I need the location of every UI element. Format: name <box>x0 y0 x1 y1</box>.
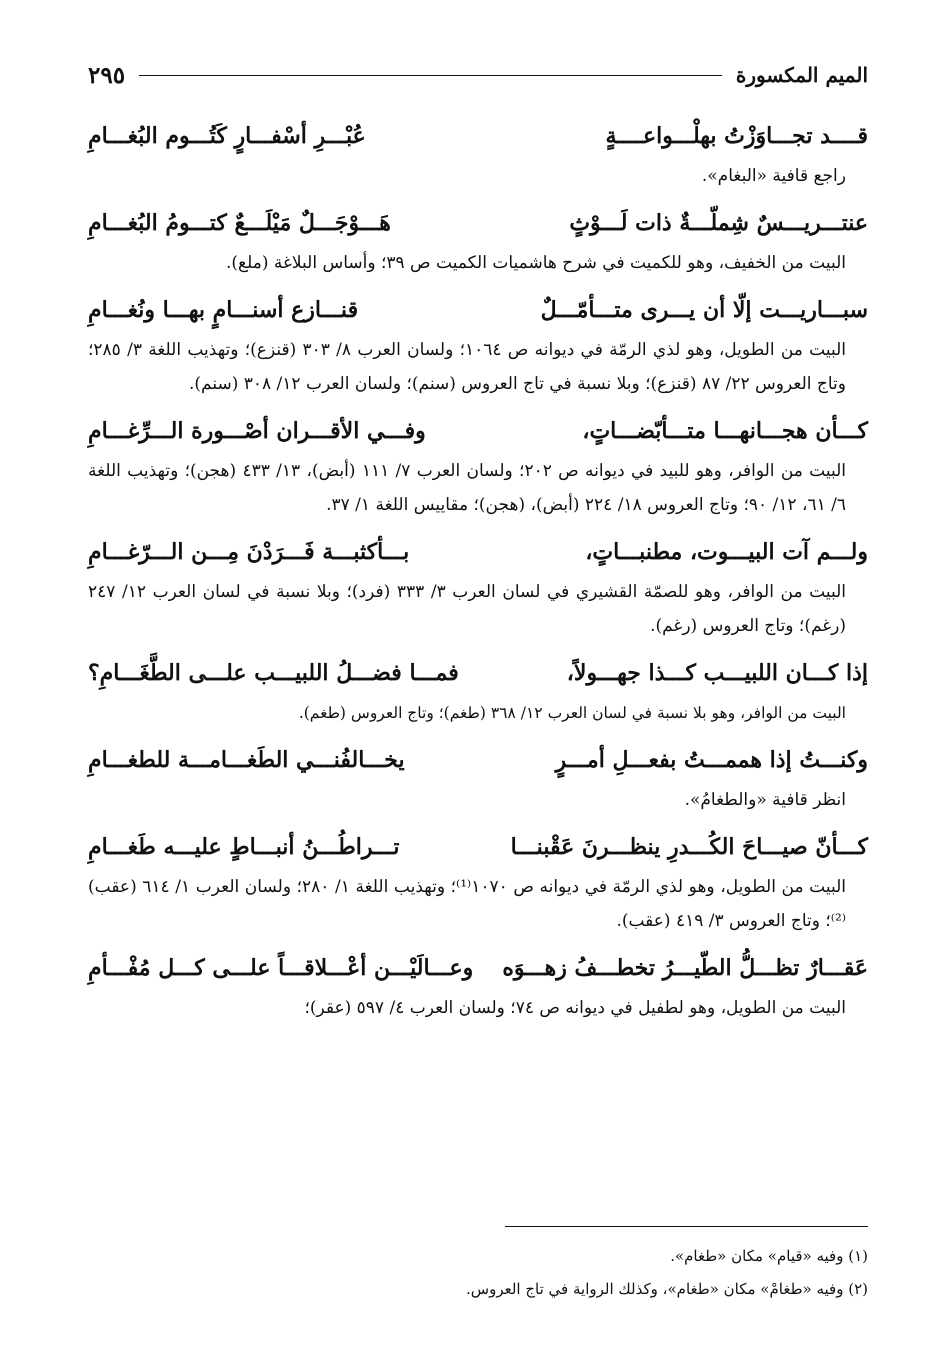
verse-line <box>88 946 868 991</box>
verse-second-hemistich: وعـــالَيْـــن أعْـــلاقـــاً علـــى كـــل مُفْـــأمِ <box>88 955 474 981</box>
verse-line <box>88 288 868 333</box>
verse-second-hemistich: يخـــالفُنـــي الطَغـــامـــة للطغـــامِ <box>88 747 405 773</box>
verse-source-note: البيت من الطويل، وهو لذي الرمّة في ديوانه ص ١٠٦٤؛ ولسان العرب ٨/ ٣٠٣ (قنزع)؛ وتهذيب اللغة ٣/ ٢٨٥؛ وتاج العروس ٢٢/ ٨٧ (قنزع)؛ وبلا نسبة في تاج العروس (سنم)؛ ولسان العرب ١٢/ ٣٠٨ (سنم). <box>88 340 846 394</box>
verse-first-hemistich: عَقـــارٌ تظـــلُّ الطّيـــرُ تخطـــفُ زهـــوَه <box>502 955 868 981</box>
verse-source-note: البيت من الوافر، وهو للصمّة القشيري في لسان العرب ٣/ ٣٣٣ (فرد)؛ وبلا نسبة في لسان العرب ١٢/ ٢٤٧ (رغم)؛ وتاج العروس (رغم). <box>88 582 846 636</box>
verse-source-note: انظر قافية «والطغامُ». <box>684 790 846 810</box>
footnote: (٢) وفيه «طغامْ» مكان «طغام»، وكذلك الرواية في تاج العروس. <box>466 1280 868 1298</box>
page-body <box>88 114 868 1033</box>
verse-line <box>88 738 868 783</box>
verse-second-hemistich: وفـــي الأقـــران أصْـــورة الـــرِّغـــامِ <box>88 418 426 444</box>
verse-source-note: البيت من الطويل، وهو لطفيل في ديوانه ص ٧٤؛ ولسان العرب ٤/ ٥٩٧ (عقر)؛ <box>304 998 846 1018</box>
verse-first-hemistich: سبـــاريـــت إلّا أن يـــرى متـــأمّـــلٌ <box>540 297 868 323</box>
verse-line <box>88 530 868 575</box>
footnote: (١) وفيه «قيام» مكان «طغام». <box>670 1247 868 1265</box>
verse-source-note: راجع قافية «البغام». <box>701 166 846 186</box>
page-number: ٢٩٥ <box>88 61 126 89</box>
verse-first-hemistich: كـــأن هجـــانهـــا متـــأبّضـــاتٍ، <box>582 418 868 444</box>
verse-line <box>88 825 868 870</box>
verse-source-note: البيت من الطويل، وهو لذي الرمّة في ديوانه ص ١٠٧٠⁽¹⁾؛ وتهذيب اللغة ١/ ٢٨٠؛ ولسان العرب ١/ ٦١٤ (عقب)⁽²⁾؛ وتاج العروس ٣/ ٤١٩ (عقب). <box>88 877 846 931</box>
footnotes <box>88 1240 868 1306</box>
chapter-title: الميم المكسورة <box>735 63 868 87</box>
verse-second-hemistich: بـــأكثبـــة فَـــرَدْنَ مِـــن الـــرّغـــامِ <box>88 539 410 565</box>
verse-second-hemistich: قنـــازع أسنـــامٍ بهـــا ونُغـــامِ <box>88 297 359 323</box>
verse-line <box>88 409 868 454</box>
verse-first-hemistich: إذا كـــان اللبيـــب كـــذا جهـــولاً، <box>566 660 868 686</box>
verse-line <box>88 114 868 159</box>
verse-source-note: البيت من الخفيف، وهو للكميت في شرح هاشميات الكميت ص ٣٩؛ وأساس البلاغة (ملع). <box>226 253 846 273</box>
header-rule <box>139 75 722 76</box>
verse-second-hemistich: تـــراطُـــنُ أنبـــاطٍ عليـــه طَغـــامِ <box>88 834 400 860</box>
verse-line <box>88 201 868 246</box>
verse-line <box>88 651 868 696</box>
page-header <box>88 58 868 92</box>
verse-first-hemistich: كـــأنّ صيـــاحَ الكُـــدرِ ينظـــرنَ عَقْبنـــا <box>510 834 868 860</box>
footnote-rule <box>505 1226 868 1227</box>
verse-second-hemistich: فمـــا فضـــلُ اللبيـــب علـــى الطَّغَـــامِ؟ <box>88 660 459 686</box>
verse-second-hemistich: عُبْـــرِ أسْفـــارٍ كَتُـــوم البُغـــامِ <box>88 123 366 149</box>
verse-first-hemistich: عنتـــريـــسٌ شِملّـــةٌ ذات لَـــوْثٍ <box>569 210 868 236</box>
verse-second-hemistich: هَـــوْجَـــلٌ مَيْلَـــعٌ كتـــومُ البُغـــامِ <box>88 210 391 236</box>
verse-source-note: البيت من الوافر، وهو بلا نسبة في لسان العرب ١٢/ ٣٦٨ (طغم)؛ وتاج العروس (طغم). <box>298 704 846 722</box>
verse-source-note: البيت من الوافر، وهو للبيد في ديوانه ص ٢٠٢؛ ولسان العرب ٧/ ١١١ (أبض)، ١٣/ ٤٣٣ (هجن)؛ وتهذيب اللغة ٦/ ٦١، ١٢/ ٩٠؛ وتاج العروس ١٨/ ٢٢٤ (أبض)، (هجن)؛ مقاييس اللغة ١/ ٣٧. <box>88 461 847 515</box>
verse-first-hemistich: وكنـــتُ إذا هممـــتُ بفعـــلِ أمـــرٍ <box>555 747 868 773</box>
verse-first-hemistich: قــــد تجـــاوَزْتُ بهلْـــواعــــةٍ <box>605 123 868 149</box>
verse-first-hemistich: ولـــم آت البيـــوت، مطنبـــاتٍ، <box>585 539 868 565</box>
